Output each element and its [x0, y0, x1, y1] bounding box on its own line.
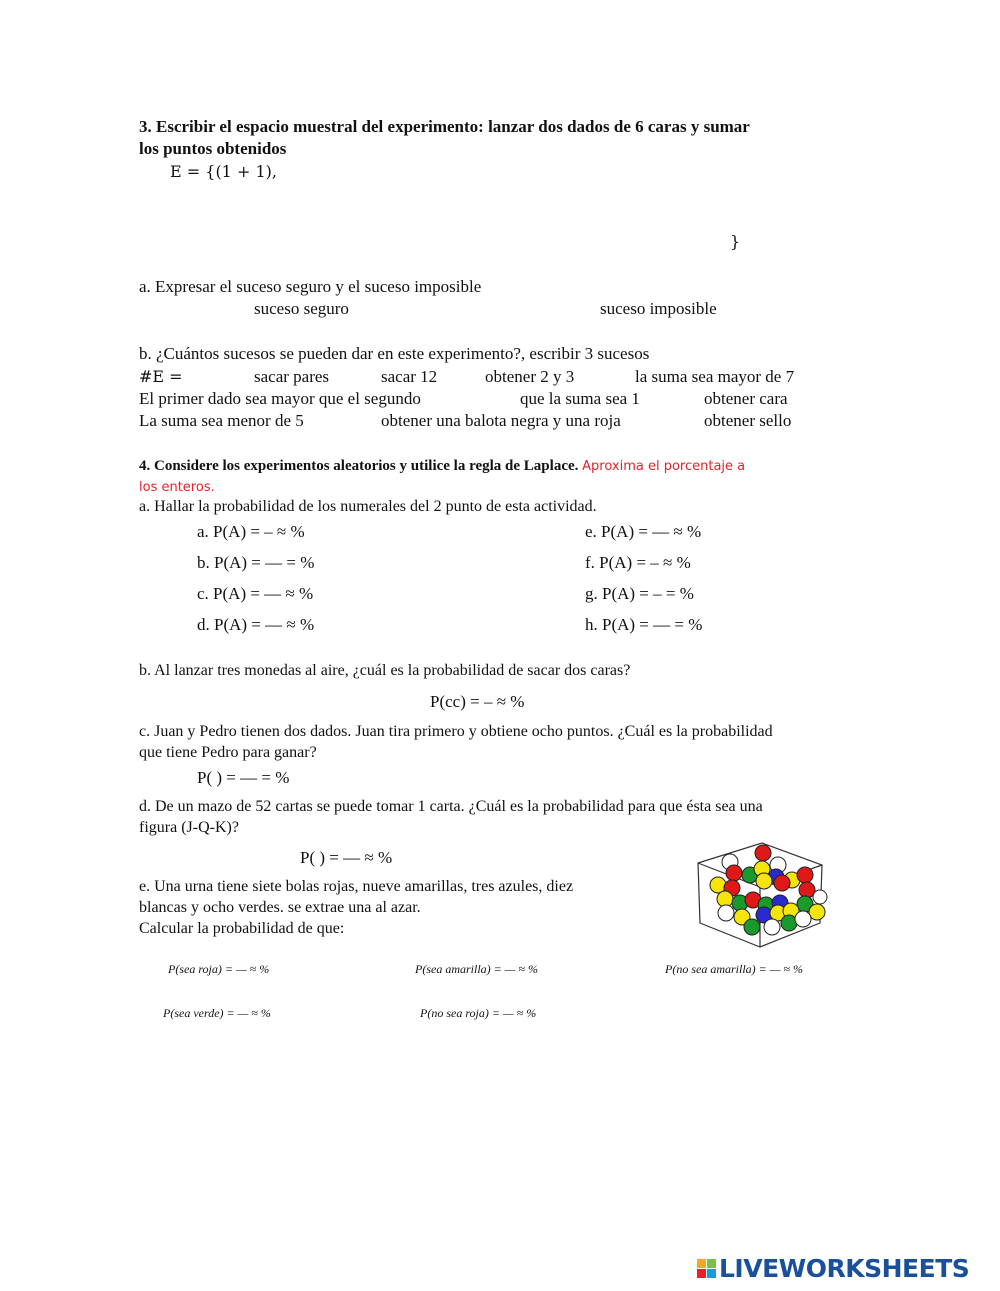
q4b-prompt: b. Al lanzar tres monedas al aire, ¿cuál es la probabilidad de sacar dos caras?: [139, 662, 631, 679]
q4d-line2: figura (J-Q-K)?: [139, 819, 239, 836]
event-option[interactable]: El primer dado sea mayor que el segundo: [139, 389, 421, 408]
q4c-formula: P( ) = — = %: [197, 768, 290, 787]
event-option[interactable]: obtener sello: [704, 411, 792, 430]
urn-formula: P(sea amarilla) = — ≈ %: [415, 962, 539, 976]
prob-item-c: c. P(A) = — ≈ %: [197, 584, 314, 603]
q4e-line3: Calcular la probabilidad de que:: [139, 920, 345, 937]
option-suceso-seguro[interactable]: suceso seguro: [254, 299, 349, 318]
event-option[interactable]: obtener cara: [704, 389, 788, 408]
liveworksheets-logo: [697, 1254, 969, 1283]
logo-text: LIVEWORKSHEETS: [719, 1254, 970, 1283]
prob-item-a: a. P(A) = – ≈ %: [197, 522, 305, 541]
logo-squares-icon: [697, 1259, 716, 1278]
q3b-prompt: b. ¿Cuántos sucesos se pueden dar en este experimento?, escribir 3 sucesos: [139, 344, 650, 363]
event-option[interactable]: sacar pares: [254, 367, 330, 386]
q3-title-2: los puntos obtenidos: [139, 139, 287, 158]
sample-space-open: E = {(1 + 1),: [170, 162, 277, 181]
q4-title: 4. Considere los experimentos aleatorios y utilice la regla de Laplace.: [139, 458, 579, 474]
option-suceso-imposible[interactable]: suceso imposible: [600, 299, 717, 318]
prob-item-e: e. P(A) = — ≈ %: [585, 522, 702, 541]
q4-note-2: los enteros.: [139, 480, 215, 495]
prob-item-f: f. P(A) = – ≈ %: [585, 553, 691, 572]
event-option[interactable]: obtener 2 y 3: [485, 367, 575, 386]
prob-item-h: h. P(A) = ― = %: [585, 615, 703, 634]
urn-balls-illustration: [690, 835, 830, 950]
prob-item-g: g. P(A) = – = %: [585, 584, 694, 603]
sample-space-close: }: [730, 232, 741, 251]
q4c-line1: c. Juan y Pedro tienen dos dados. Juan tira primero y obtiene ocho puntos. ¿Cuál es la probabilidad: [139, 723, 773, 740]
q4d-line1: d. De un mazo de 52 cartas se puede tomar 1 carta. ¿Cuál es la probabilidad para que ésta sea una: [139, 798, 763, 815]
urn-formula: P(no sea amarilla) = — ≈ %: [665, 962, 804, 976]
event-option[interactable]: la suma sea mayor de 7: [635, 367, 795, 386]
urn-formula: P(no sea roja) = — ≈ %: [420, 1006, 537, 1020]
q3-title-1: 3. Escribir el espacio muestral del experimento: lanzar dos dados de 6 caras y sumar: [139, 117, 750, 136]
urn-formula: P(sea roja) = — ≈ %: [168, 962, 270, 976]
prob-item-b: b. P(A) = — = %: [197, 553, 315, 572]
event-option[interactable]: que la suma sea 1: [520, 389, 640, 408]
q4e-line1: e. Una urna tiene siete bolas rojas, nueve amarillas, tres azules, diez: [139, 878, 574, 895]
event-option[interactable]: La suma sea menor de 5: [139, 411, 304, 430]
q4-note: Aproxima el porcentaje a: [582, 459, 746, 474]
event-option[interactable]: sacar 12: [381, 367, 438, 386]
q4a-prompt: a. Hallar la probabilidad de los numerales del 2 punto de esta actividad.: [139, 498, 597, 515]
cardinality-label: #E =: [139, 367, 183, 386]
q4e-line2: blancas y ocho verdes. se extrae una al azar.: [139, 899, 421, 916]
q4d-formula: P( ) = — ≈ %: [300, 848, 393, 867]
q4c-line2: que tiene Pedro para ganar?: [139, 744, 317, 761]
q3a-prompt: a. Expresar el suceso seguro y el suceso imposible: [139, 277, 482, 296]
event-option[interactable]: obtener una balota negra y una roja: [381, 411, 621, 430]
q4b-formula: P(cc) = – ≈ %: [430, 692, 525, 711]
prob-item-d: d. P(A) = — ≈ %: [197, 615, 315, 634]
urn-formula: P(sea verde) = — ≈ %: [163, 1006, 271, 1020]
